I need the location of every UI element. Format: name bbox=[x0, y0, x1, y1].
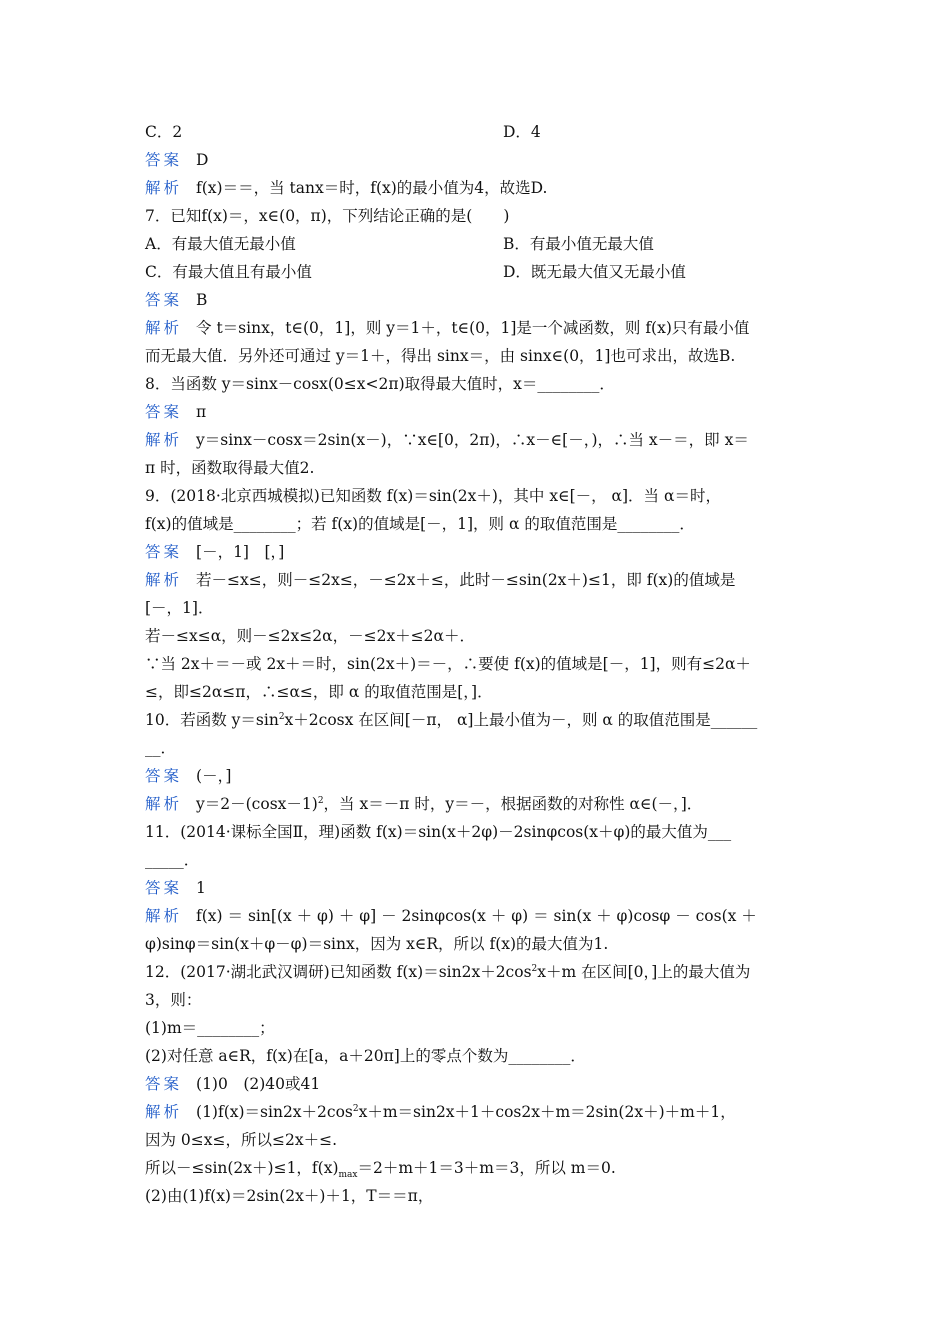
superscript: 2 bbox=[531, 963, 538, 974]
analysis-label: 解析 bbox=[145, 571, 183, 589]
question-10 bbox=[145, 706, 825, 734]
subscript: max bbox=[338, 1170, 358, 1181]
analysis-text-b: x＋m＝sin2x＋1＋cos2x＋m＝2sin(2x＋)＋m＋1， bbox=[358, 1103, 736, 1121]
option-a: A．有最大值无最小值 bbox=[145, 235, 296, 253]
answer-line bbox=[145, 762, 825, 790]
superscript: 2 bbox=[352, 1103, 359, 1114]
analysis-label: 解析 bbox=[145, 179, 183, 197]
option-c: C．2 bbox=[145, 123, 183, 141]
answer-label: 答案 bbox=[145, 1075, 183, 1093]
analysis-continued: φ)sinφ＝sin(x＋φ－φ)＝sinx，因为 x∈R，所以 f(x)的最大值为1. bbox=[145, 935, 609, 953]
question-12 bbox=[145, 958, 825, 986]
analysis-continued: ≤，即≤2α≤π，∴≤α≤，即 α 的取值范围是[，]． bbox=[145, 683, 493, 701]
analysis-label: 解析 bbox=[145, 431, 183, 449]
analysis-label: 解析 bbox=[145, 1103, 183, 1121]
analysis-line bbox=[145, 1098, 825, 1126]
document-body bbox=[145, 118, 825, 1210]
analysis-text-b: ＝2＋m＋1＝3＋m＝3，所以 m＝0. bbox=[357, 1159, 616, 1177]
answer-text: (－，] bbox=[196, 767, 232, 785]
answer-text: [－，1] [，] bbox=[196, 543, 285, 561]
options-row bbox=[145, 230, 825, 258]
question-12-continued: 3，则： bbox=[145, 991, 202, 1009]
analysis-line bbox=[145, 314, 825, 342]
q12-text-a: 12．(2017·湖北武汉调研)已知函数 f(x)＝sin2x＋2cos bbox=[145, 963, 532, 981]
answer-line bbox=[145, 1070, 825, 1098]
question-7: 7．已知f(x)＝，x∈(0，π)，下列结论正确的是( ) bbox=[145, 207, 510, 225]
answer-label: 答案 bbox=[145, 291, 183, 309]
q10-text-a: 10．若函数 y＝sin bbox=[145, 711, 279, 729]
answer-label: 答案 bbox=[145, 879, 183, 897]
analysis-line bbox=[145, 902, 825, 930]
answer-text: π bbox=[196, 403, 207, 421]
analysis-label: 解析 bbox=[145, 907, 183, 925]
analysis-label: 解析 bbox=[145, 795, 183, 813]
analysis-text-a: 所以－≤sin(2x＋)≤1，f(x) bbox=[145, 1159, 339, 1177]
option-d: D．4 bbox=[503, 123, 541, 141]
option-b: B．有最小值无最大值 bbox=[503, 235, 654, 253]
question-8: 8．当函数 y＝sinx－cosx(0≤x<2π)取得最大值时，x＝________． bbox=[145, 375, 615, 393]
answer-line bbox=[145, 398, 825, 426]
superscript: 2 bbox=[278, 711, 285, 722]
analysis-text-b: ，当 x＝－π 时，y＝－，根据函数的对称性 α∈(－，]． bbox=[323, 795, 703, 813]
analysis-line bbox=[145, 426, 825, 454]
answer-line bbox=[145, 538, 825, 566]
q10-text-b: x＋2cosx 在区间[－π， α]上最小值为－，则 α 的取值范围是______ bbox=[284, 711, 758, 729]
answer-text: D bbox=[196, 151, 209, 169]
analysis-continued: 因为 0≤x≤，所以≤2x＋≤. bbox=[145, 1131, 338, 1149]
superscript: 2 bbox=[317, 795, 324, 806]
answer-label: 答案 bbox=[145, 403, 183, 421]
question-9: 9．(2018·北京西城模拟)已知函数 f(x)＝sin(2x＋)，其中 x∈[－， α]．当 α＝时， bbox=[145, 487, 721, 505]
question-11-continued: _____． bbox=[145, 851, 200, 869]
analysis-text: f(x) ＝ sin[(x ＋ φ) ＋ φ] － 2sinφcos(x ＋ φ) ＝ sin(x ＋ φ)cosφ － cos(x ＋ bbox=[196, 907, 757, 925]
analysis-text: 令 t＝sinx，t∈(0，1]，则 y＝1＋，t∈(0，1]是一个减函数，则 f(x)只有最小值 bbox=[196, 319, 750, 337]
analysis-text-a: (1)f(x)＝sin2x＋2cos bbox=[196, 1103, 353, 1121]
option-d: D．既无最大值又无最小值 bbox=[503, 263, 686, 281]
analysis-text: f(x)＝＝，当 tanx＝时，f(x)的最小值为4，故选D. bbox=[196, 179, 548, 197]
question-9-continued: f(x)的值域是________；若 f(x)的值域是[－，1]，则 α 的取值范围是________． bbox=[145, 515, 695, 533]
question-12-part-2: (2)对任意 a∈R，f(x)在[a，a＋20π]上的零点个数为________． bbox=[145, 1047, 586, 1065]
answer-label: 答案 bbox=[145, 543, 183, 561]
analysis-continued: [－，1]． bbox=[145, 599, 214, 617]
answer-line bbox=[145, 874, 825, 902]
analysis-continued: 而无最大值．另外还可通过 y＝1＋，得出 sinx＝，由 sinx∈(0，1]也可求出，故选B. bbox=[145, 347, 736, 365]
options-row bbox=[145, 118, 825, 146]
option-c: C．有最大值且有最小值 bbox=[145, 263, 312, 281]
q12-text-b: x＋m 在区间[0，]上的最大值为 bbox=[537, 963, 751, 981]
analysis-line bbox=[145, 174, 825, 202]
question-12-part-1: (1)m＝________； bbox=[145, 1019, 275, 1037]
analysis-continued bbox=[145, 1154, 825, 1182]
analysis-line bbox=[145, 566, 825, 594]
analysis-label: 解析 bbox=[145, 319, 183, 337]
analysis-text: y＝sinx－cosx＝2sin(x－)，∵x∈[0，2π)，∴x－∈[－，)，∴当 x－＝，即 x＝ bbox=[196, 431, 749, 449]
answer-line bbox=[145, 146, 825, 174]
answer-label: 答案 bbox=[145, 767, 183, 785]
analysis-continued: ∵当 2x＋＝－或 2x＋＝时，sin(2x＋)＝－，∴要使 f(x)的值域是[－，1]，则有≤2α＋ bbox=[145, 655, 751, 673]
answer-line bbox=[145, 286, 825, 314]
answer-label: 答案 bbox=[145, 151, 183, 169]
analysis-continued: π 时，函数取得最大值2. bbox=[145, 459, 315, 477]
options-row bbox=[145, 258, 825, 286]
answer-text: 1 bbox=[196, 879, 206, 897]
question-10-continued: __． bbox=[145, 739, 177, 757]
analysis-line bbox=[145, 790, 825, 818]
analysis-continued: (2)由(1)f(x)＝2sin(2x＋)＋1，T＝＝π， bbox=[145, 1187, 434, 1205]
answer-text: (1)0 (2)40或41 bbox=[196, 1075, 321, 1093]
analysis-text: 若－≤x≤，则－≤2x≤，－≤2x＋≤，此时－≤sin(2x＋)≤1，即 f(x)的值域是 bbox=[196, 571, 736, 589]
answer-text: B bbox=[196, 291, 208, 309]
analysis-continued: 若－≤x≤α，则－≤2x≤2α，－≤2x＋≤2α＋． bbox=[145, 627, 475, 645]
question-11: 11．(2014·课标全国Ⅱ，理)函数 f(x)＝sin(x＋2φ)－2sinφcos(x＋φ)的最大值为___ bbox=[145, 823, 732, 841]
analysis-text-a: y＝2－(cosx－1) bbox=[196, 795, 318, 813]
